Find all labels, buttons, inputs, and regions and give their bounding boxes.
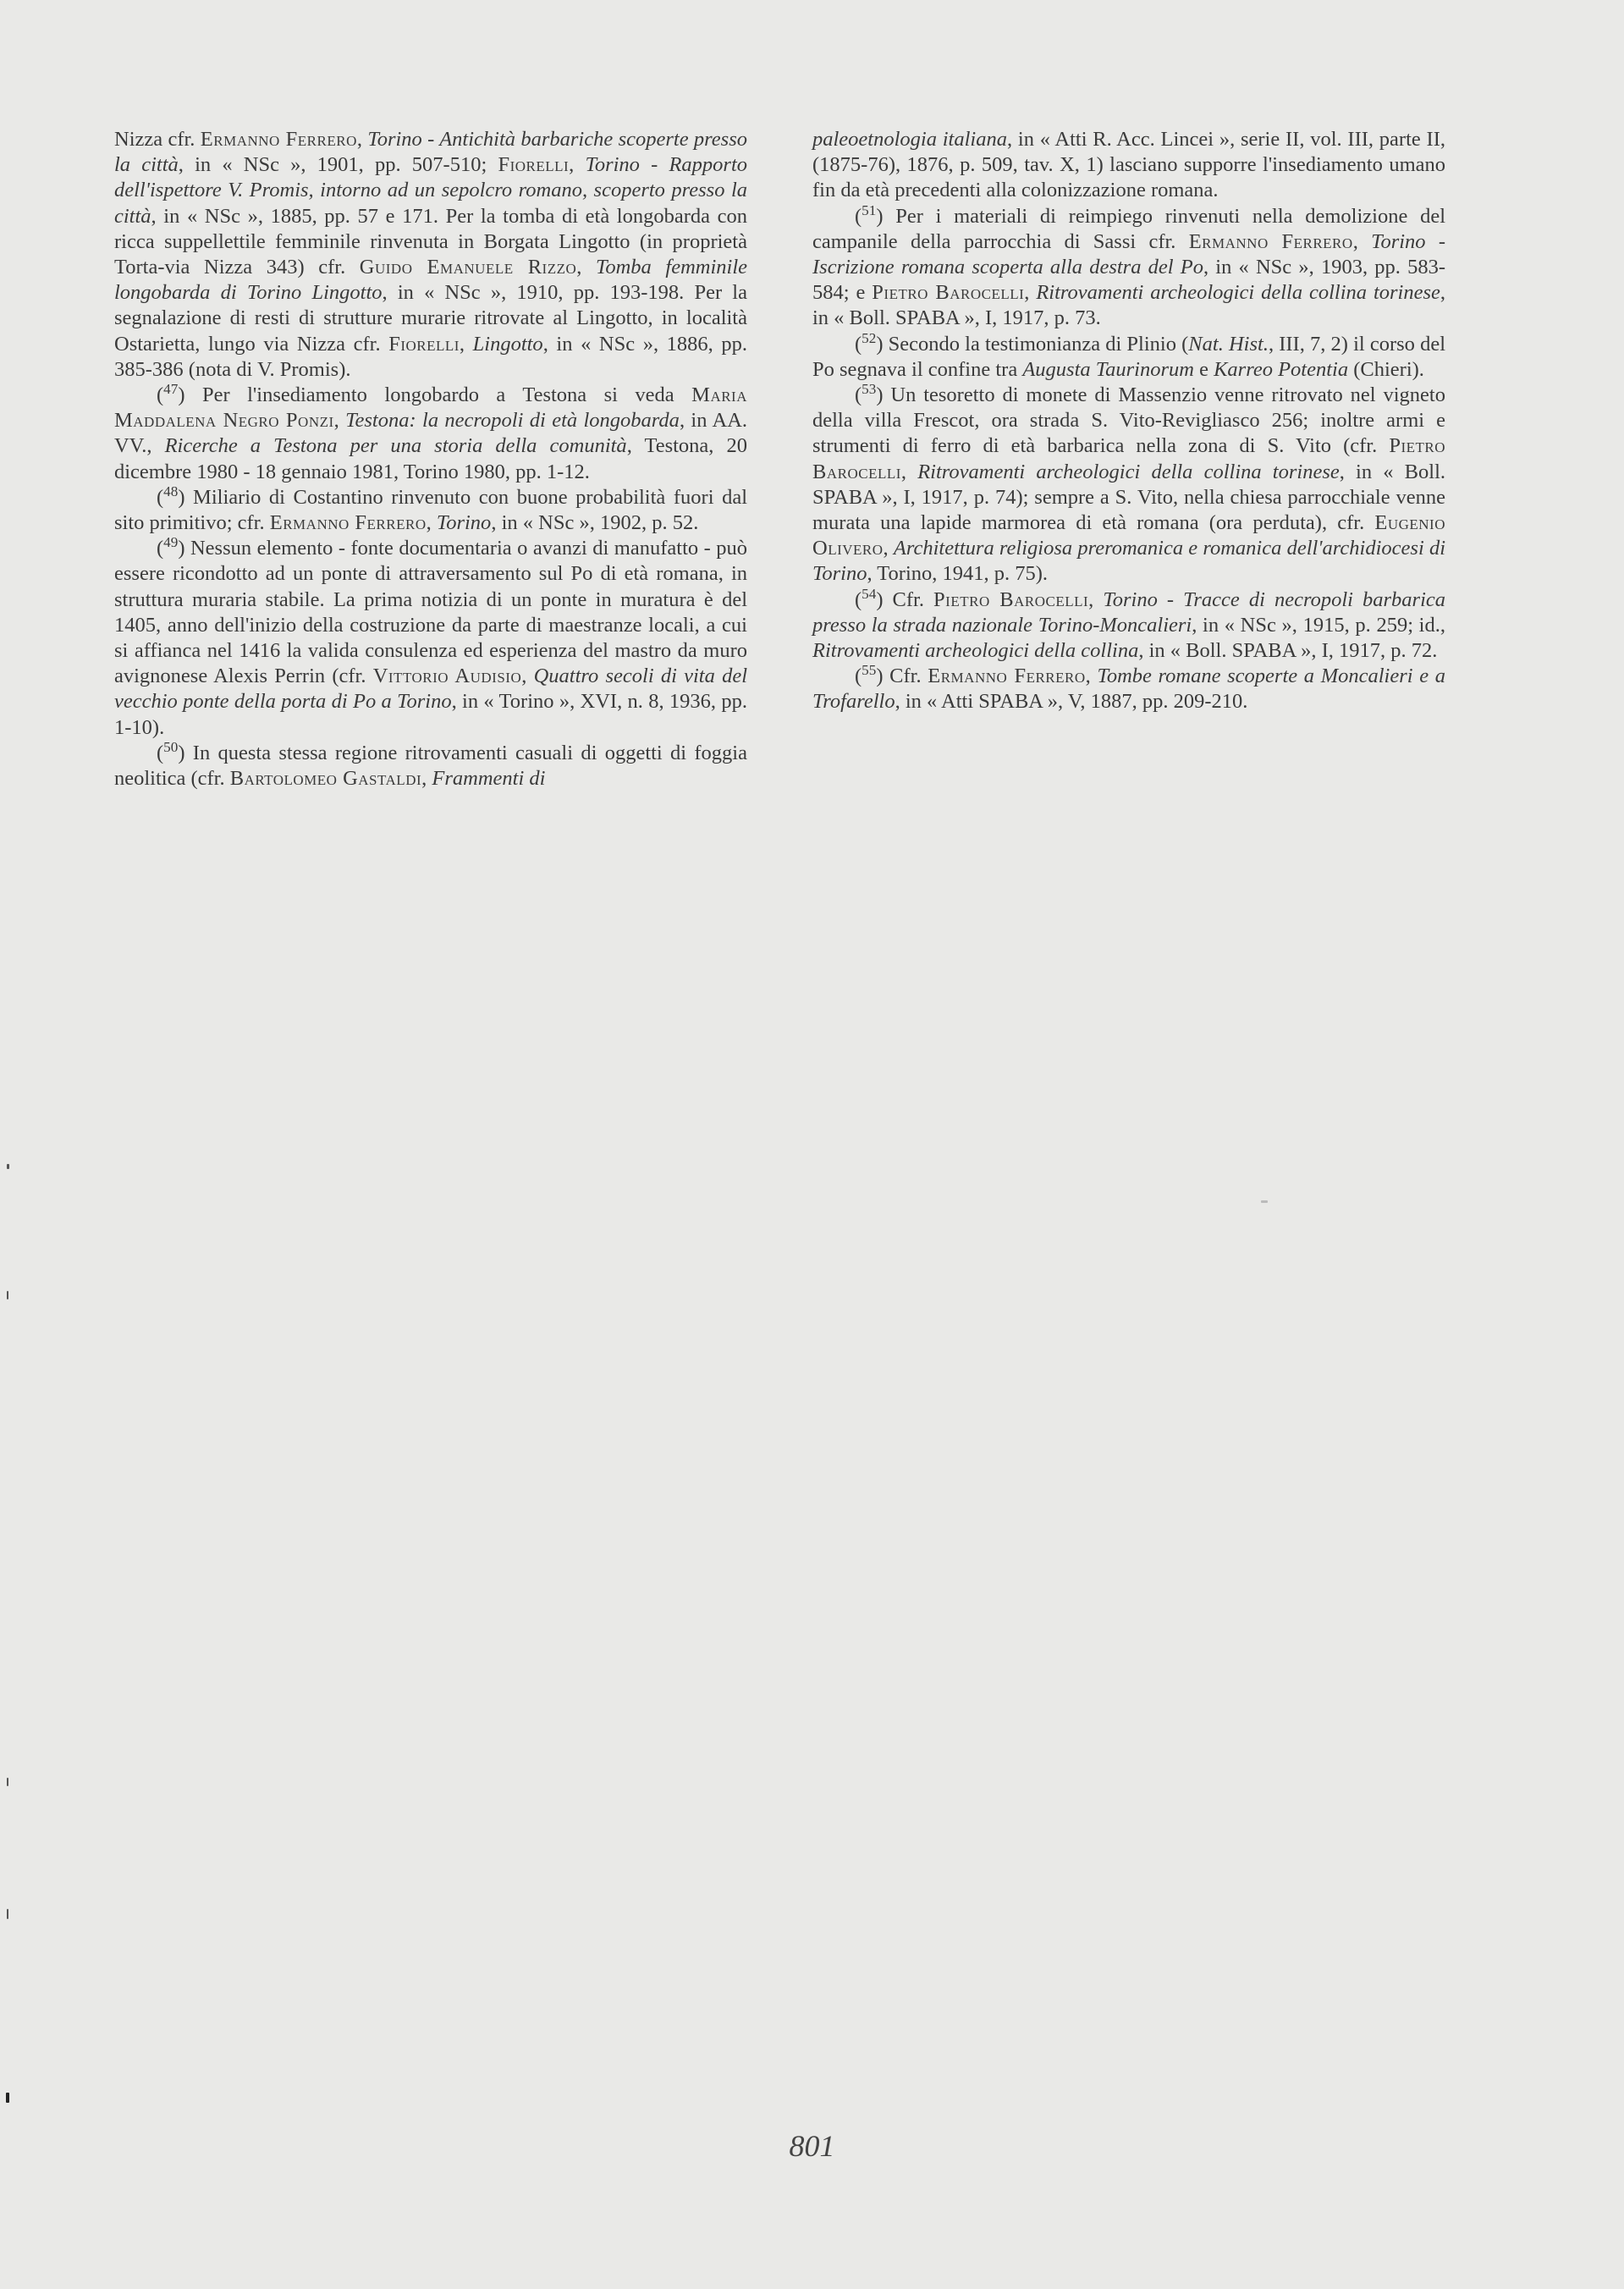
work-title: paleoetnologia italiana xyxy=(812,128,1007,151)
footnote-number: ($^{55}$) xyxy=(855,662,884,688)
footnote-49 xyxy=(114,536,747,741)
footnote-continuation xyxy=(812,127,1445,204)
footnote-text: , in « Boll. SPABA », I, 1917, p. 74); sempre a S. Vito, nella chiesa parrocchiale venne murata una lapide marmorea di età romana (ora perduta), cfr. xyxy=(812,460,1446,535)
author-name: Ermanno Ferrero xyxy=(928,665,1086,688)
footnote-47 xyxy=(114,380,748,485)
footnote-number-digits: 48 xyxy=(163,483,179,499)
place-name: Augusta Taurinorum xyxy=(1022,357,1194,381)
footnote-text: Miliario di Costantino rinvenuto con buone probabilità fuori dal sito primitivo; cfr. xyxy=(114,485,747,535)
author-name: Ermanno Ferrero xyxy=(1188,229,1353,253)
author-name: Pietro Barocelli xyxy=(872,281,1025,305)
work-title: Torino - Rapporto dell'ispettore V. Promis, intorno ad un sepolcro romano, scoperto presso la città xyxy=(114,153,748,228)
author-name: Pietro Barocelli xyxy=(812,434,1445,483)
footnote-number-digits: 50 xyxy=(163,738,179,755)
footnote-text: (Chieri). xyxy=(1348,357,1424,381)
footnote-text: , in AA. VV., xyxy=(114,409,748,458)
footnote-text: , xyxy=(426,511,437,535)
work-title: Nat. Hist. xyxy=(1188,332,1269,356)
footnote-number: ($^{50}$) xyxy=(157,738,185,764)
footnote-text: , in « NSc », 1902, p. 52. xyxy=(491,511,699,535)
work-title: Torino xyxy=(436,511,492,535)
footnote-50 xyxy=(114,738,747,791)
work-title: Ritrovamenti archeologici della collina torinese xyxy=(1036,281,1440,305)
work-title: Quattro secoli di vita del vecchio ponte della porta di Po a Torino xyxy=(114,665,748,714)
footnote-text: , in « Boll. SPABA », I, 1917, p. 72. xyxy=(1138,639,1438,663)
footnote-number-digits: 49 xyxy=(163,534,179,551)
footnote-number-digits: 52 xyxy=(862,329,877,346)
work-title: Ricerche a Testona per una storia della comunità xyxy=(164,434,627,458)
footnote-text: , Torino, 1941, p. 75). xyxy=(867,562,1049,586)
author-name: Bartolomeo Gastaldi xyxy=(229,767,422,791)
footnote-text: , in « Atti R. Acc. Lincei », serie II, vol. III, parte II, (1875-76), 1876, p. 509, tav. X, 1) lasciano supporre l'insediamento umano fin da età precedenti alla colonizzazione romana. xyxy=(812,128,1445,202)
footnote-text: , xyxy=(421,767,432,791)
footnote-text: Per i materiali di reimpiego rinvenuti nella demolizione del campanile della parrocchia di Sassi cfr. xyxy=(812,204,1445,253)
footnote-text: Nessun elemento - fonte documentaria o avanzi di manufatto - può essere ricondotto ad un ponte di attraversamento sul Po di età romana, in struttura muraria stabile. La prima notizia di un ponte in muratura è del 1405, anno dell'inizio della costruzione da parte di maestranze locali, a cui si affianca nel 1416 la valida consulenza ed esperienza del mastro da muro avignonese Alexis Perrin (cfr. xyxy=(114,537,747,688)
work-title: Torino - Tracce di necropoli barbarica presso la strada nazionale Torino-Moncalieri xyxy=(812,587,1446,637)
footnote-number-digits: 51 xyxy=(862,201,877,218)
footnote-number: ($^{49}$) xyxy=(157,534,185,560)
scan-speck xyxy=(7,1291,8,1299)
work-title: Ritrovamenti archeologici della collina torinese xyxy=(917,460,1340,483)
work-title: Tombe romane scoperte a Moncalieri e a Trofarello xyxy=(812,665,1446,714)
footnote-number: ($^{51}$) xyxy=(855,201,884,228)
footnote-text: e xyxy=(1193,357,1214,381)
footnote-text: Un tesoretto di monete di Massenzio venne ritrovato nel vigneto della villa Frescot, ora strada S. Vito-Revigliasco 256; inoltre armi e strumenti di ferro di età barbarica nella zona di S. Vito (cfr. xyxy=(812,383,1445,458)
footnote-text: , in « NSc », 1903, pp. 583-584; e xyxy=(812,256,1445,305)
footnote-text: , xyxy=(883,537,894,560)
author-name: Ermanno Ferrero xyxy=(200,128,357,151)
footnote-55 xyxy=(812,664,1445,714)
footnote-text: Cfr. xyxy=(883,587,934,611)
footnote-text: , in « Boll. SPABA », I, 1917, p. 73. xyxy=(812,281,1446,330)
footnote-number-digits: 53 xyxy=(862,380,877,397)
footnote-text: , in « NSc », 1901, pp. 507-510; xyxy=(178,153,498,177)
author-name: Fiorelli xyxy=(388,332,460,356)
footnote-number-digits: 54 xyxy=(862,585,877,602)
footnote-text: , xyxy=(521,665,534,688)
footnote-text: Secondo la testimonianza di Plinio ( xyxy=(883,332,1189,356)
footnote-text: Nizza cfr. xyxy=(114,128,201,151)
footnote-48 xyxy=(114,485,747,536)
work-title: Torino - Antichità barbariche scoperte presso la città xyxy=(114,128,747,177)
footnote-text: , in « NSc », 1886, pp. 385-386 (nota di V. Promis). xyxy=(114,332,748,381)
footnote-text: , xyxy=(900,460,918,483)
scan-speck xyxy=(7,1778,8,1786)
footnote-text: , xyxy=(1024,281,1037,305)
scan-speck xyxy=(1261,1200,1268,1203)
scan-speck xyxy=(7,1164,9,1169)
footnote-number-digits: 55 xyxy=(862,662,877,679)
footnote-text: , in « NSc », 1910, pp. 193-198. Per la segnalazione di resti di strutture murarie ritrovate al Lingotto, in località Ostarietta, lungo via Nizza cfr. xyxy=(114,281,747,356)
work-title: Frammenti di xyxy=(432,767,546,791)
footnote-number: ($^{47}$) xyxy=(157,380,185,407)
footnote-text: , in « NSc », 1885, pp. 57 e 171. Per la tomba di età longobarda con ricca suppellettile femminile rinvenuta in Borgata Lingotto (in proprietà Torta-via Nizza 343) cfr. xyxy=(114,204,747,279)
footnote-text: , Testona, 20 dicembre 1980 - 18 gennaio 1981, Torino 1980, pp. 1-12. xyxy=(114,434,748,483)
footnote-number: ($^{54}$) xyxy=(855,585,884,611)
work-title: Testona: la necropoli di età longobarda xyxy=(345,409,680,433)
footnotes-left-column xyxy=(114,127,747,791)
scan-speck xyxy=(6,2093,9,2103)
place-name: Karreo Potentia xyxy=(1214,357,1349,381)
footnote-text: , xyxy=(1085,665,1098,688)
footnote-text: In questa stessa regione ritrovamenti casuali di oggetti di foggia neolitica (cfr. xyxy=(114,741,747,791)
work-title: Torino - Iscrizione romana scoperta alla destra del Po xyxy=(812,229,1445,279)
author-name: Ermanno Ferrero xyxy=(269,511,427,535)
footnote-text: Per l'insediamento longobardo a Testona si veda xyxy=(184,383,692,407)
footnote-continuation xyxy=(114,127,747,383)
footnote-number: ($^{48}$) xyxy=(157,483,185,509)
work-title: Architettura religiosa preromanica e romanica dell'archidiocesi di Torino xyxy=(812,537,1446,586)
footnote-53 xyxy=(812,380,1446,587)
footnote-51 xyxy=(812,201,1446,332)
work-title: Lingotto xyxy=(472,332,543,356)
work-title: Ritrovamenti archeologici della collina xyxy=(812,639,1139,663)
footnote-number: ($^{53}$) xyxy=(855,380,884,407)
author-name: Eugenio Olivero xyxy=(812,511,1445,560)
author-name: Vittorio Audisio xyxy=(372,665,522,688)
author-name: Guido Emanuele Rizzo xyxy=(359,256,577,279)
footnote-54 xyxy=(812,587,1445,665)
footnote-text: , xyxy=(356,128,368,151)
page-number: 801 xyxy=(789,2129,835,2163)
footnote-text: , xyxy=(459,332,473,356)
footnote-text: , in « Atti SPABA », V, 1887, pp. 209-210. xyxy=(895,690,1248,714)
footnote-number: ($^{52}$) xyxy=(855,329,884,356)
footnote-text: , xyxy=(569,153,586,177)
footnote-52 xyxy=(812,329,1445,383)
author-name: Fiorelli xyxy=(498,153,570,177)
footnote-text: , xyxy=(576,256,596,279)
footnote-text: , III, 7, 2) il corso del Po segnava il confine tra xyxy=(812,332,1445,381)
footnote-text: Cfr. xyxy=(883,665,928,688)
footnote-number-digits: 47 xyxy=(163,380,179,397)
footnote-text: , xyxy=(333,409,346,433)
footnotes-right-column xyxy=(812,127,1445,715)
footnote-text: , xyxy=(1088,587,1104,611)
work-title: Tomba femminile longobarda di Torino Lingotto xyxy=(114,256,748,305)
footnote-text: , in « NSc », 1915, p. 259; id., xyxy=(1192,613,1445,637)
author-name: Pietro Barocelli xyxy=(933,587,1089,611)
footnote-text: , in « Torino », XVI, n. 8, 1936, pp. 1-10). xyxy=(114,690,747,739)
author-name: Maria Maddalena Negro Ponzi xyxy=(114,383,747,433)
scan-speck xyxy=(7,1909,8,1919)
footnote-text: , xyxy=(1352,229,1372,253)
